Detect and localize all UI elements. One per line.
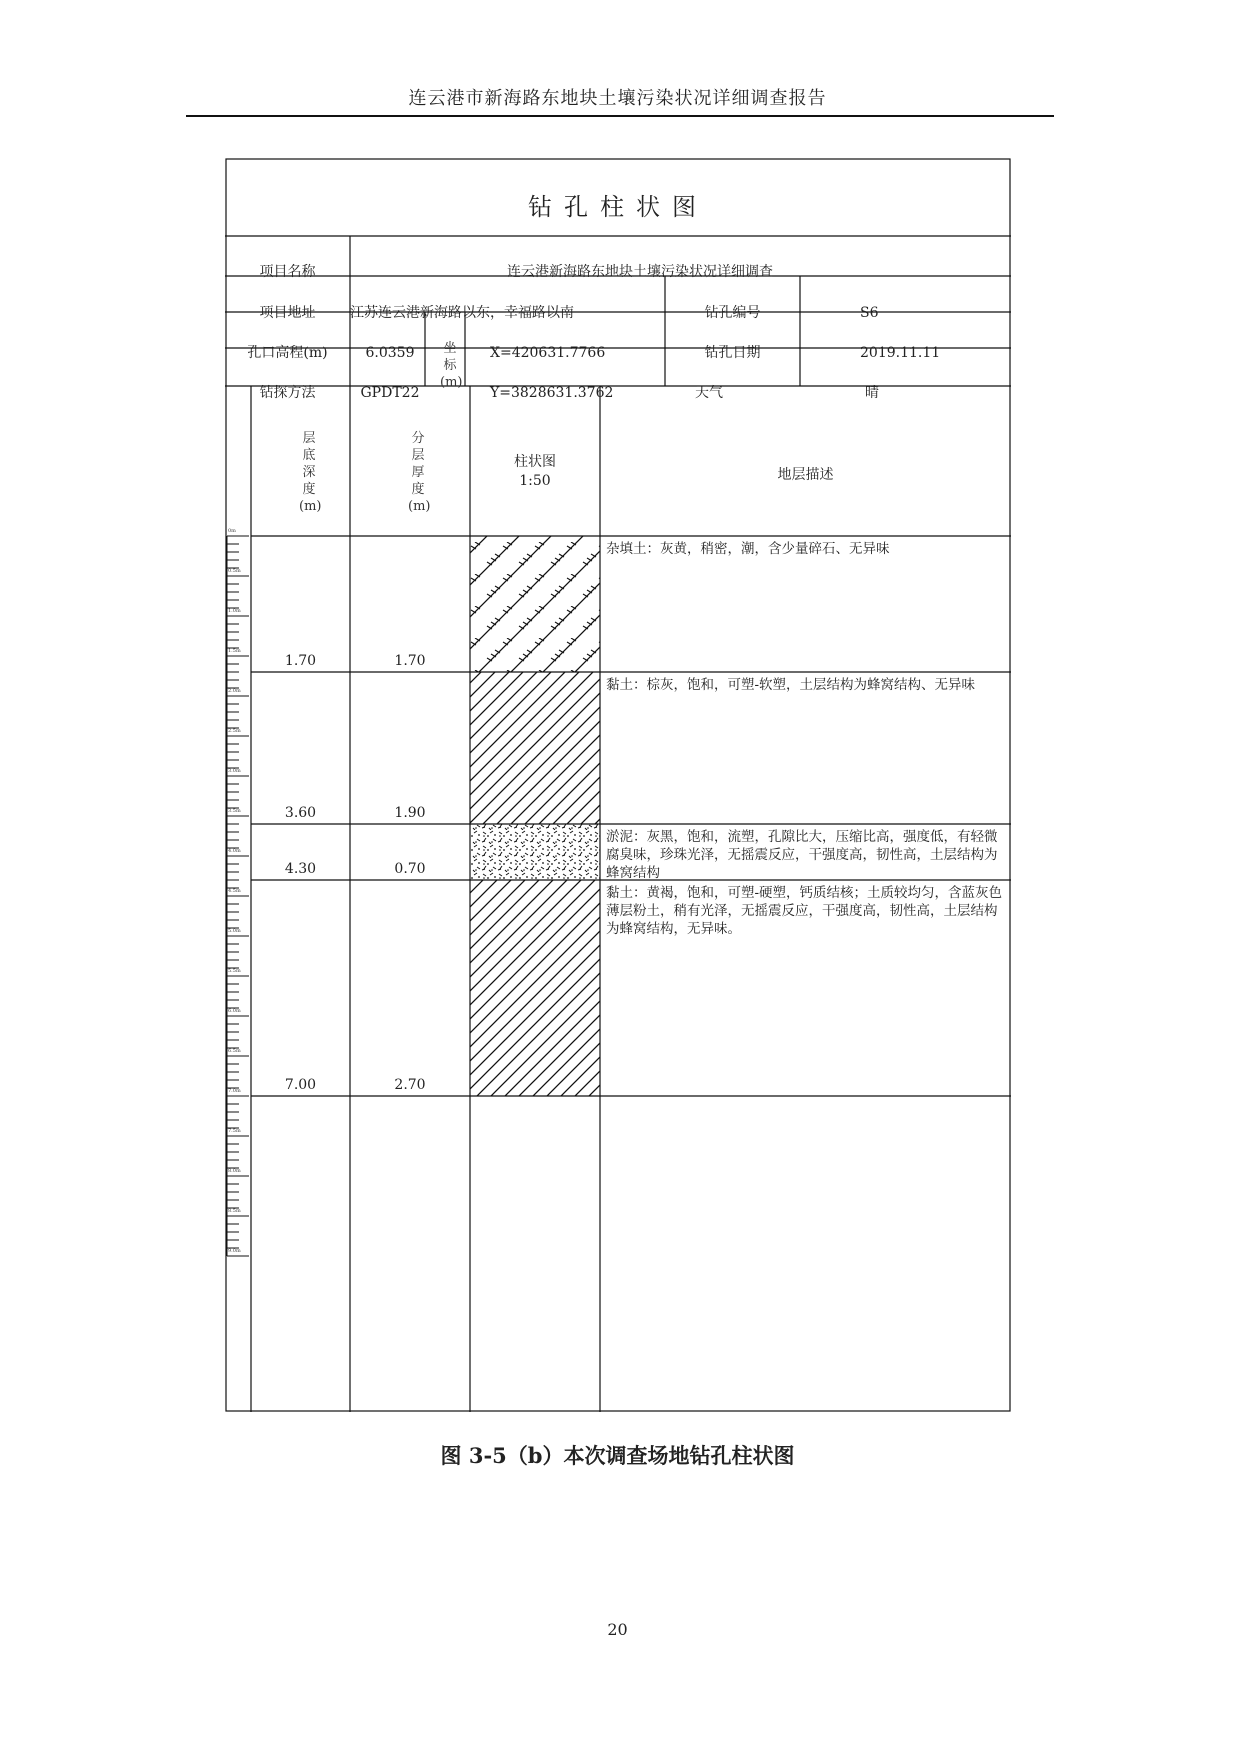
col-depth-header-3: 深 <box>302 465 316 480</box>
layer-description: 淤泥：灰黑，饱和，流塑，孔隙比大，压缩比高，强度低，有轻微腐臭味，珍珠光泽，无摇震反应，干强度高，韧性高，土层结构为蜂窝结构 <box>606 829 998 881</box>
col-depth-header-2: 底 <box>302 448 316 463</box>
layer-depth: 1.70 <box>284 653 317 669</box>
scale-label: 1.5m <box>228 648 241 654</box>
layer-thickness: 1.90 <box>394 805 426 821</box>
borehole-no-label: 钻孔编号 <box>704 305 761 321</box>
scale-label: 7.0m <box>228 1088 241 1094</box>
layer-description: 黏土：黄褐，饱和，可塑-硬塑，钙质结核；土质较均匀，含蓝灰色薄层粉土，稍有光泽，无摇震反应，干强度高，韧性高，土层结构为蜂窝结构，无异味。 <box>606 885 1003 937</box>
layer-thickness: 2.70 <box>394 1077 426 1093</box>
scale-label: 6.0m <box>228 1008 241 1014</box>
scale-label: 4.5m <box>228 888 241 894</box>
layer-description: 杂填土：灰黄，稍密，潮，含少量碎石、无异味 <box>606 541 890 557</box>
method-label: 钻探方法 <box>259 385 316 401</box>
coord-label-3: (m) <box>440 375 463 390</box>
col-thickness-header-4: 度 <box>411 482 425 497</box>
header-rule <box>186 115 1054 117</box>
scale-zero-label: 0m <box>228 528 236 534</box>
layer-pattern-fill <box>470 536 600 672</box>
page-header: 连云港市新海路东地块土壤污染状况详细调查报告 <box>408 88 827 109</box>
layer-depth: 3.60 <box>284 805 317 821</box>
coord-label-1: 坐 <box>443 341 457 356</box>
weather-label: 天气 <box>695 385 723 401</box>
borehole-no-value: S6 <box>860 305 879 321</box>
weather-value: 晴 <box>865 385 879 401</box>
elevation-label: 孔口高程(m) <box>247 345 328 361</box>
scale-label: 3.0m <box>228 768 241 774</box>
elevation-value: 6.0359 <box>365 345 415 361</box>
scale-label: 5.5m <box>228 968 241 974</box>
date-value: 2019.11.11 <box>860 345 941 361</box>
col-depth-header-5: (m) <box>299 499 322 514</box>
coord-label <box>440 340 463 391</box>
scale-label: 8.5m <box>228 1208 241 1214</box>
figure-caption: 图 3-5（b）本次调查场地钻孔柱状图 <box>440 1443 795 1468</box>
layer-thickness: 1.70 <box>394 653 426 669</box>
col-thickness-header-1: 分 <box>411 431 425 446</box>
method-value: GPDT22 <box>360 385 420 401</box>
layer-pattern-fill <box>470 824 600 880</box>
scale-label: 6.5m <box>228 1048 241 1054</box>
project-address-value: 江苏连云港新海路以东，幸福路以南 <box>350 305 574 321</box>
page-number: 20 <box>607 1620 628 1639</box>
scale-label: 3.5m <box>228 808 241 814</box>
scale-label: 8.0m <box>228 1168 241 1174</box>
scale-label: 1.0m <box>228 608 241 614</box>
scale-label: 2.0m <box>228 688 241 694</box>
date-label: 钻孔日期 <box>704 345 761 361</box>
sheet-title: 钻孔柱状图 <box>528 193 708 221</box>
coord-label-2: 标 <box>443 358 457 373</box>
layer-pattern-fill <box>470 880 600 1096</box>
scale-label: 9.0m <box>228 1248 241 1254</box>
col-depth-header-1: 层 <box>302 431 316 446</box>
col-column-scale: 1:50 <box>519 473 551 489</box>
col-thickness-header-2: 层 <box>411 448 425 463</box>
col-depth-header <box>299 430 322 515</box>
coord-y-value: Y=3828631.3762 <box>490 385 614 401</box>
scale-label: 4.0m <box>228 848 241 854</box>
layer-description: 黏土：棕灰，饱和，可塑-软塑，土层结构为蜂窝结构、无异味 <box>606 677 976 693</box>
layer-pattern-fill <box>470 672 600 824</box>
scale-label: 0.5m <box>228 568 241 574</box>
scale-label: 2.5m <box>228 728 241 734</box>
scale-label: 5.0m <box>228 928 241 934</box>
layer-thickness: 0.70 <box>394 861 426 877</box>
col-thickness-header <box>408 430 431 515</box>
borehole-log-sheet <box>225 158 1011 1412</box>
layer-depth: 7.00 <box>284 1077 317 1093</box>
project-name-value: 连云港新海路东地块土壤污染状况详细调查 <box>507 264 773 280</box>
project-name-label: 项目名称 <box>259 264 316 280</box>
col-thickness-header-5: (m) <box>408 499 431 514</box>
layer-depth: 4.30 <box>284 861 317 877</box>
scale-label: 7.5m <box>228 1128 241 1134</box>
project-address-label: 项目地址 <box>259 305 316 321</box>
col-description-header: 地层描述 <box>777 467 834 483</box>
coord-x-value: X=420631.7766 <box>490 345 606 361</box>
col-column-header: 柱状图 <box>514 454 556 470</box>
col-depth-header-4: 度 <box>302 482 316 497</box>
col-thickness-header-3: 厚 <box>411 465 425 480</box>
